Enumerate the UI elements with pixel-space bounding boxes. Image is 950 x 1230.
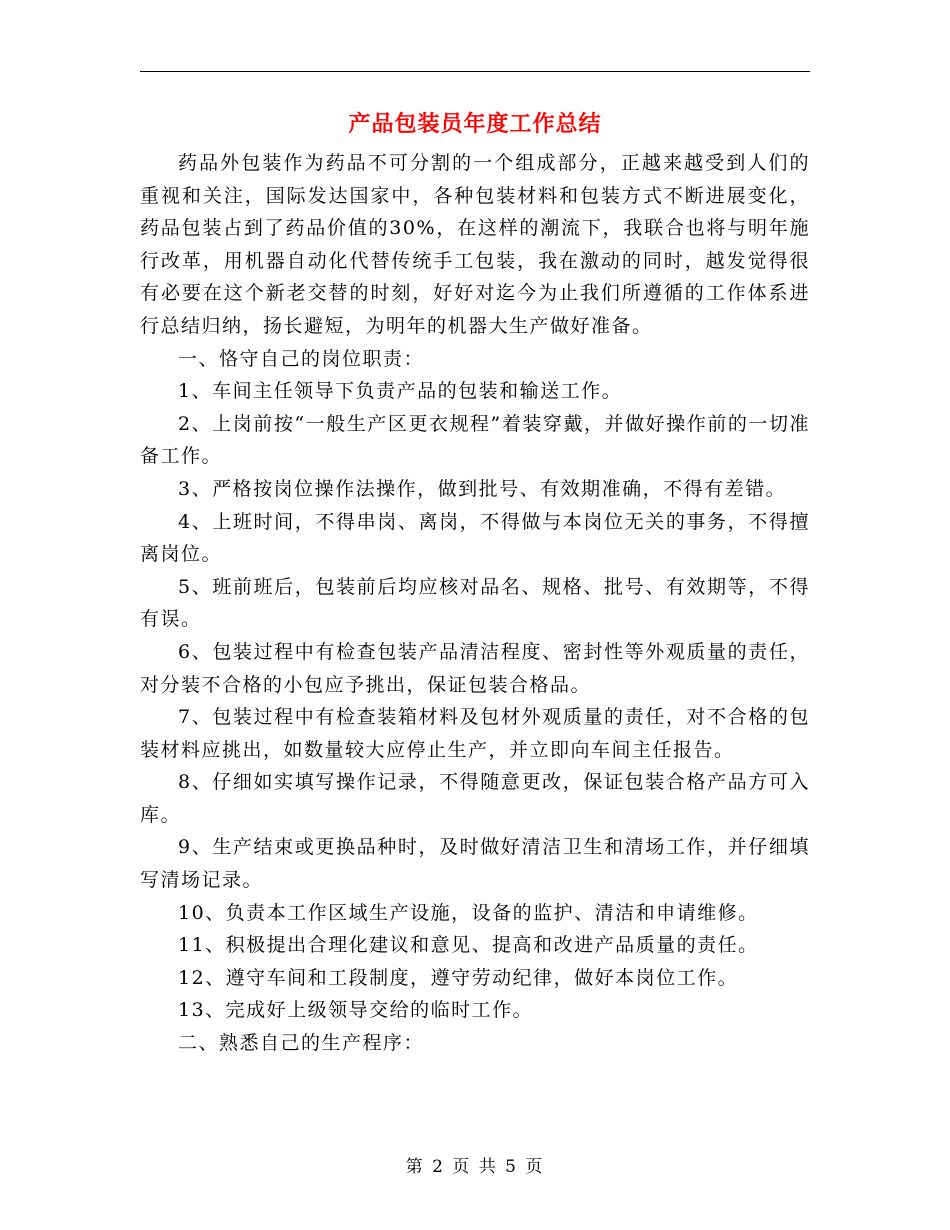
duty-item-13: 13、完成好上级领导交给的临时工作。: [178, 999, 534, 1022]
duty-item-11: 11、积极提出合理化建议和意见、提高和改进产品质量的责任。: [178, 934, 759, 957]
document-title: 产品包装员年度工作总结: [348, 111, 602, 137]
duty-item-9: 9、生产结束或更换品种时，及时做好清洁卫生和清场工作，并仔细填写清场记录。: [140, 836, 810, 892]
duty-item-7: 7、包装过程中有检查装箱材料及包材外观质量的责任，对不合格的包装材料应挑出，如数量较大应停止生产，并立即向车间主任报告。: [140, 706, 810, 761]
page-number: 第 2 页 共 5 页: [405, 1157, 545, 1177]
duty-item-10: 10、负责本工作区域生产设施，设备的监护、清洁和申请维修。: [178, 901, 759, 924]
header-rule: [140, 71, 810, 72]
duty-item-2: 2、上岗前按“一般生产区更衣规程”着装穿戴，并做好操作前的一切准备工作。: [140, 412, 810, 468]
duty-item-6: 6、包装过程中有检查包装产品清洁程度、密封性等外观质量的责任，对分装不合格的小包应予挑出，保证包装合格品。: [140, 640, 810, 696]
duty-item-3: 3、严格按岗位操作法操作，做到批号、有效期准确，不得有差错。: [178, 477, 787, 500]
intro-paragraph: 药品外包装作为药品不可分割的一个组成部分，正越来越受到人们的重视和关注，国际发达国家中，各种包装材料和包装方式不断进展变化，药品包装占到了药品价值的30%，在这样的潮流下，我联合也将与明年施行改革，用机器自动化代替传统手工包装，我在激动的同时，越发觉得很有必要在这个新老交替的时刻，好好对迄今为止我们所遵循的工作体系进行总结归纳，扬长避短，为明年的机器大生产做好准备。: [140, 152, 810, 337]
document-body: [140, 147, 810, 1060]
duty-item-1: 1、车间主任领导下负责产品的包装和输送工作。: [178, 380, 623, 403]
duty-item-4: 4、上班时间，不得串岗、离岗，不得做与本岗位无关的事务，不得擅离岗位。: [140, 510, 810, 566]
duty-item-12: 12、遵守车间和工段制度，遵守劳动纪律，做好本岗位工作。: [178, 966, 739, 989]
section-heading-2: 二、熟悉自己的生产程序：: [178, 1032, 425, 1055]
duty-item-8: 8、仔细如实填写操作记录，不得随意更改，保证包装合格产品方可入库。: [140, 771, 810, 826]
section-heading-1: 一、恪守自己的岗位职责：: [178, 347, 425, 370]
duty-item-5: 5、班前班后，包装前后均应核对品名、规格、批号、有效期等，不得有误。: [140, 575, 810, 631]
